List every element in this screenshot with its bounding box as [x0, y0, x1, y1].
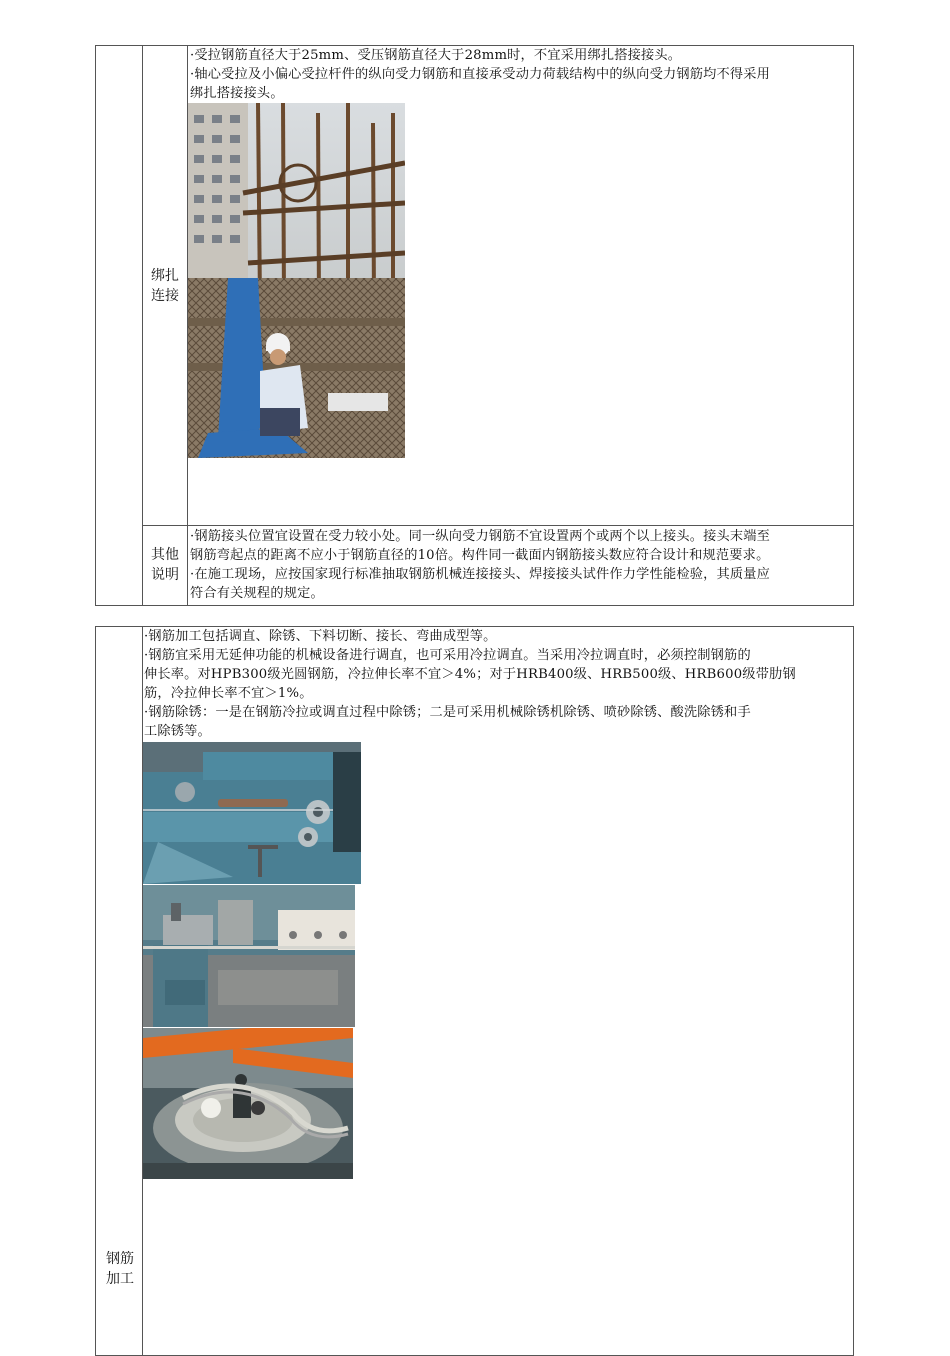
- row-label-processing: [100, 1249, 140, 1289]
- other-line-3: ·在施工现场，应按国家现行标准抽取钢筋机械连接接头、焊接接头试件作力学性能检验，其质量应: [190, 567, 771, 582]
- row-label-binding: [145, 266, 185, 306]
- processing-line-5: ·钢筋除锈：一是在钢筋冷拉或调直过程中除锈；二是可采用机械除锈机除锈、喷砂除锈、酸洗除锈和手: [144, 705, 751, 720]
- processing-line-3: 伸长率。对HPB300级光圆钢筋，冷拉伸长率不宜＞4%；对于HRB400级、HRB500级、HRB600级带肋钢: [144, 667, 796, 682]
- processing-line-2: ·钢筋宜采用无延伸功能的机械设备进行调直，也可采用冷拉调直。当采用冷拉调直时，必须控制钢筋的: [144, 648, 751, 663]
- processing-line-4: 筋，冷拉伸长率不宜＞1%。: [144, 686, 313, 701]
- processing-line-6: 工除锈等。: [144, 724, 211, 739]
- row-label-other: [145, 545, 185, 585]
- table-top-row-divider: [142, 525, 854, 526]
- binding-line-1: ·受拉钢筋直径大于25mm、受压钢筋直径大于28mm时，不宜采用绑扎搭接接头。: [190, 48, 682, 63]
- other-line-4: 符合有关规程的规定。: [190, 586, 324, 601]
- other-line-2: 钢筋弯起点的距离不应小于钢筋直径的10倍。构件同一截面内钢筋接头数应符合设计和规范要求。: [190, 548, 770, 563]
- row-label-binding-text: 绑扎连接: [151, 268, 179, 304]
- binding-line-2: ·轴心受拉及小偏心受拉杆件的纵向受力钢筋和直接承受动力荷载结构中的纵向受力钢筋均不得采用: [190, 67, 771, 82]
- binding-line-3: 绑扎搭接接头。: [190, 86, 284, 101]
- rebar-bending-machine-photo: [143, 1028, 353, 1179]
- rebar-cutting-machine-photo: [143, 885, 355, 1027]
- other-line-1: ·钢筋接头位置宜设置在受力较小处。同一纵向受力钢筋不宜设置两个或两个以上接头。接头末端至: [190, 529, 771, 544]
- row-label-other-text: 其他说明: [151, 547, 179, 583]
- table-top-col-divider-1: [142, 45, 143, 606]
- rebar-binding-photo: [188, 103, 405, 458]
- rebar-straightening-machine-photo: [143, 742, 361, 884]
- processing-line-1: ·钢筋加工包括调直、除锈、下料切断、接长、弯曲成型等。: [144, 629, 497, 644]
- row-label-processing-text: 钢筋加工: [106, 1251, 134, 1287]
